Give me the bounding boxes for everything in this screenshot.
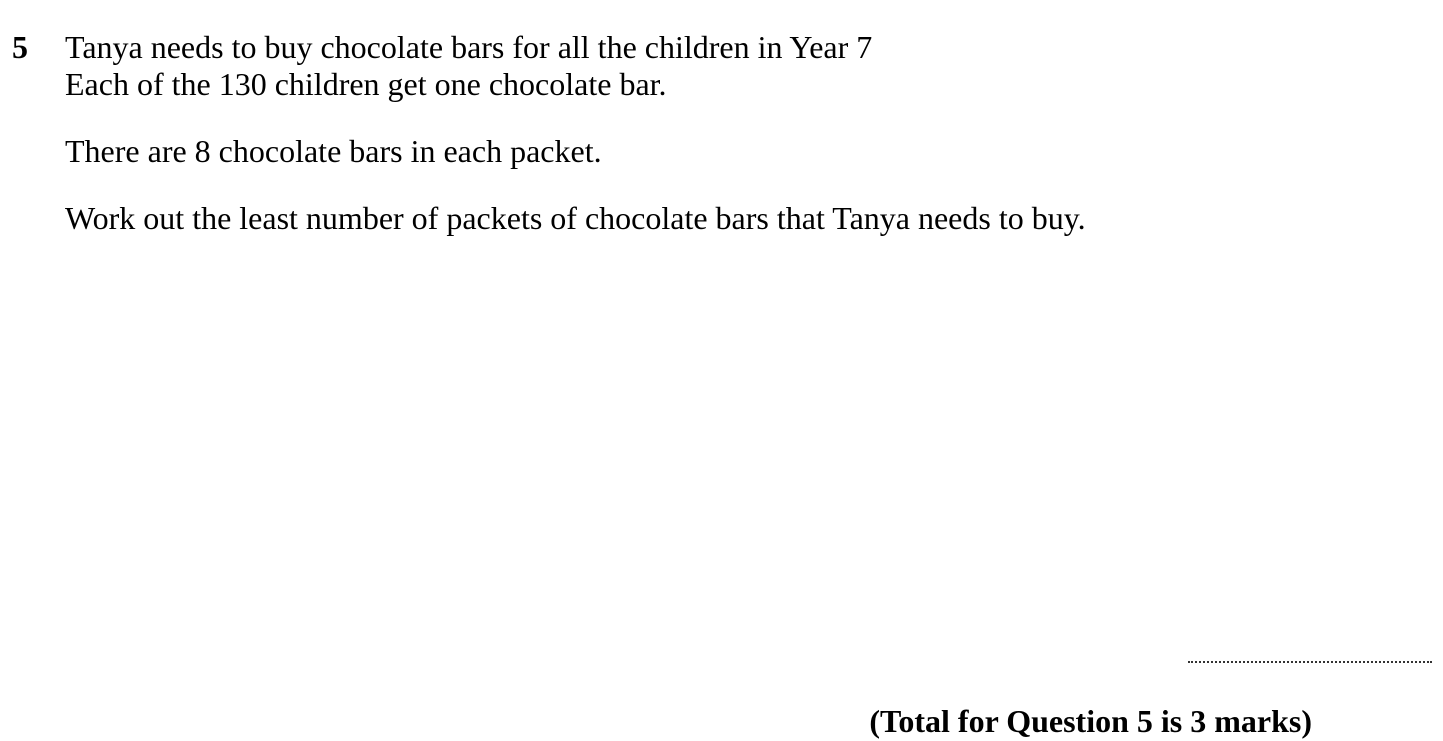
total-marks: (Total for Question 5 is 3 marks) xyxy=(869,703,1312,739)
question-instruction: Work out the least number of packets of chocolate bars that Tanya needs to buy. xyxy=(65,200,1086,236)
answer-line[interactable] xyxy=(1188,649,1432,663)
question-number: 5 xyxy=(12,29,28,65)
question-text-line-2: Each of the 130 children get one chocolate bar. xyxy=(65,66,667,102)
question-text-line-1: Tanya needs to buy chocolate bars for all the children in Year 7 xyxy=(65,29,873,65)
question-text-line-3: There are 8 chocolate bars in each packet. xyxy=(65,133,602,169)
